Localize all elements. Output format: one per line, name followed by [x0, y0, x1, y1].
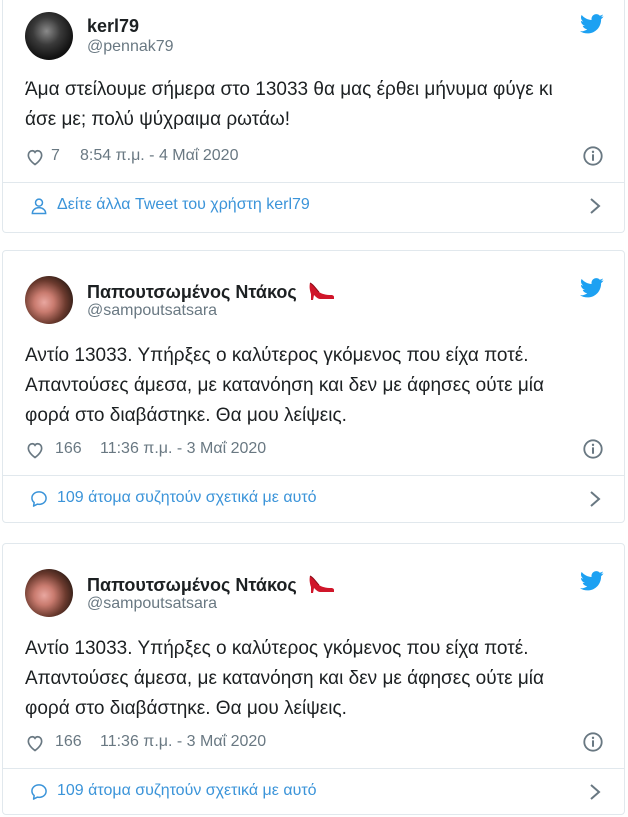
user-handle[interactable]: @sampoutsatsara — [87, 595, 218, 612]
timestamp[interactable]: 8:54 π.μ. - 4 Μαΐ 2020 — [80, 147, 239, 164]
heart-icon[interactable] — [25, 440, 45, 460]
tweet-footer-link[interactable] — [29, 779, 602, 805]
tweet-header — [25, 569, 604, 617]
tweet-footer-link[interactable] — [29, 193, 602, 219]
high-heel-icon — [308, 573, 336, 595]
divider — [3, 182, 624, 183]
speech-bubble-icon — [29, 782, 49, 802]
user-handle[interactable]: @sampoutsatsara — [87, 302, 218, 319]
tweet-meta — [25, 731, 604, 755]
high-heel-icon — [308, 280, 336, 302]
tweet-card-3 — [2, 543, 625, 815]
avatar[interactable] — [25, 569, 73, 617]
avatar[interactable] — [25, 12, 73, 60]
heart-icon[interactable] — [25, 733, 45, 753]
chevron-right-icon[interactable] — [588, 783, 602, 801]
tweet-header — [25, 12, 604, 60]
timestamp[interactable]: 11:36 π.μ. - 3 Μαΐ 2020 — [100, 733, 267, 750]
tweet-meta — [25, 145, 604, 169]
display-name[interactable]: Παπουτσωμένος Ντάκος — [87, 280, 336, 303]
info-icon[interactable] — [582, 731, 604, 753]
timestamp[interactable]: 11:36 π.μ. - 3 Μαΐ 2020 — [100, 440, 267, 457]
twitter-bird-icon[interactable] — [580, 14, 604, 34]
divider — [3, 475, 624, 476]
chevron-right-icon[interactable] — [588, 490, 602, 508]
person-icon — [29, 196, 49, 216]
footer-label[interactable]: 109 άτομα συζητούν σχετικά με αυτό — [57, 489, 317, 506]
heart-icon[interactable] — [25, 147, 45, 167]
twitter-bird-icon[interactable] — [580, 278, 604, 298]
display-name[interactable]: kerl79 — [87, 16, 140, 36]
speech-bubble-icon — [29, 489, 49, 509]
footer-label[interactable]: Δείτε άλλα Tweet του χρήστη kerl79 — [57, 196, 310, 213]
divider — [3, 768, 624, 769]
tweet-text: Αντίο 13033. Υπήρξες ο καλύτερος γκόμενος που είχα ποτέ. Απαντούσες άμεσα, με κατανόηση και δεν με άφησες ούτε μία φορά στο διαβάστηκε. Θα μου λείψεις. — [25, 638, 545, 719]
like-count[interactable]: 7 — [51, 147, 60, 164]
tweet-meta — [25, 438, 604, 462]
like-count[interactable]: 166 — [55, 440, 82, 457]
like-count[interactable]: 166 — [55, 733, 82, 750]
avatar[interactable] — [25, 276, 73, 324]
tweet-text: Αντίο 13033. Υπήρξες ο καλύτερος γκόμενος που είχα ποτέ. Απαντούσες άμεσα, με κατανόηση και δεν με άφησες ούτε μία φορά στο διαβάστηκε. Θα μου λείψεις. — [25, 345, 545, 426]
footer-label[interactable]: 109 άτομα συζητούν σχετικά με αυτό — [57, 782, 317, 799]
tweet-text: Άμα στείλουμε σήμερα στο 13033 θα μας έρθει μήνυμα φύγε κι άσε με; πολύ ψύχραιμα ρωτάω! — [25, 79, 553, 130]
tweet-header — [25, 276, 604, 324]
twitter-bird-icon[interactable] — [580, 571, 604, 591]
info-icon[interactable] — [582, 145, 604, 167]
display-name[interactable]: Παπουτσωμένος Ντάκος — [87, 573, 336, 596]
chevron-right-icon[interactable] — [588, 197, 602, 215]
user-handle[interactable]: @pennak79 — [87, 38, 174, 55]
tweet-card-2 — [2, 250, 625, 523]
tweet-card-1 — [2, 0, 625, 233]
info-icon[interactable] — [582, 438, 604, 460]
tweet-footer-link[interactable] — [29, 486, 602, 512]
